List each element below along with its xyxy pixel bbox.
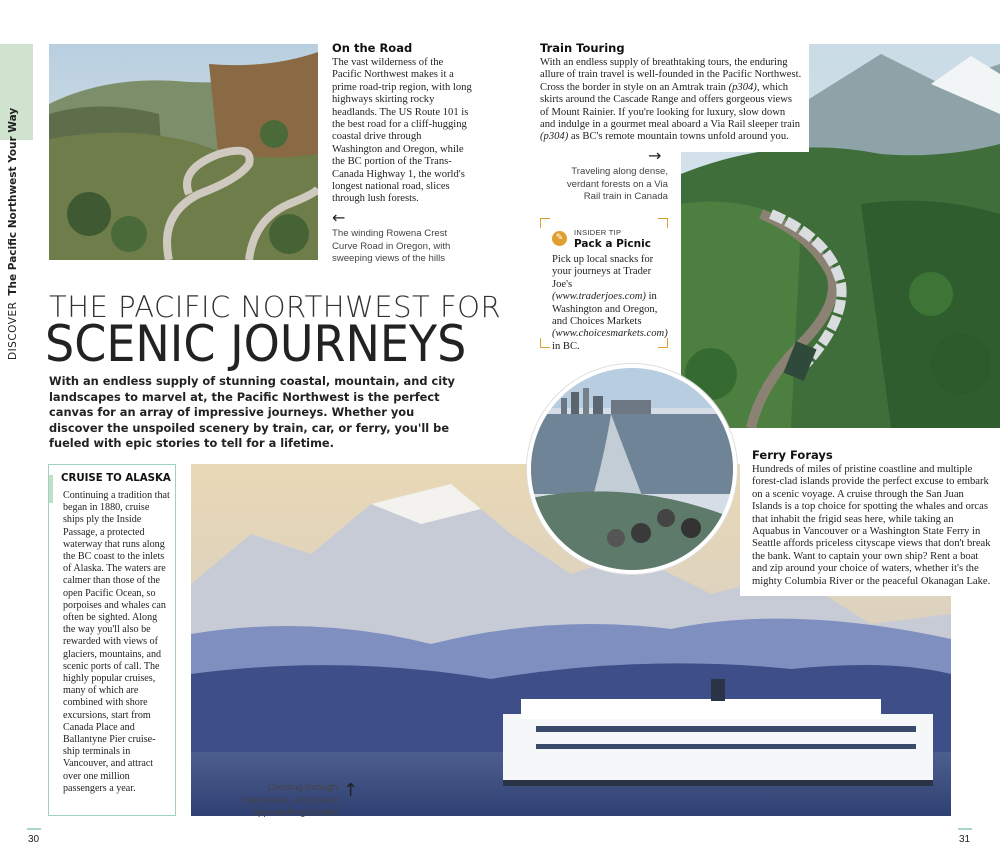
tip-link: (www.traderjoes.com) [552, 291, 646, 303]
on-the-road-section [332, 41, 472, 206]
page-number-rule [27, 828, 41, 830]
arrow-right-icon: → [648, 146, 662, 165]
on-the-road-heading: On the Road [332, 41, 413, 55]
road-photo-caption: The winding Rowena Crest Curve Road in Oregon, with sweeping views of the hills [332, 228, 451, 264]
train-touring-body: With an endless supply of breathtaking tours, the enduring allure of train travel is well-founded in the Pacific Northwest. Cross the border in style on an Amtrak train (p304), which skirts around the Cascade Range and offers gorgeous views of Mount Rainier. If you're looking for luxury, slow down and indulge in a gourmet meal aboard a Via Rail sleeper train (p304) as BC's remote mountain towns unfold around you. [540, 57, 802, 143]
cruise-box-title: CRUISE TO ALASKA [61, 473, 171, 484]
feature-title-line1: THE PACIFIC NORTHWEST FOR [49, 290, 502, 324]
side-section-title: The Pacific Northwest Your Way [7, 107, 19, 296]
side-category: DISCOVER [7, 301, 19, 360]
tip-link: (www.choicesmarkets.com) [552, 328, 668, 340]
feature-intro: With an endless supply of stunning coastal, mountain, and city landscapes to marvel at, the Pacific Northwest is the perfect canvas for an array of impressive journeys. Whether you discover the unspoiled scenery by train, car, or ferry, you'll be fueled with epic stories to tell for a lifetime. [49, 374, 455, 451]
page-ref: (p304) [540, 131, 569, 143]
train-touring-section [533, 37, 809, 152]
insider-tip-kicker: INSIDER TIP [574, 228, 622, 237]
insider-tip-title: Pack a Picnic [574, 238, 651, 250]
arrow-left-icon: ← [332, 208, 346, 227]
ferry-forays-heading: Ferry Forays [752, 448, 833, 462]
photo-rowena-crest-road [49, 44, 318, 260]
sidebar-accent-bar [49, 475, 53, 503]
insider-tip-body: Pick up local snacks for your journeys at Trader Joe's (www.traderjoes.com) in Washington and Oregon, and Choices Markets (www.choicesmarkets.com) in BC. [552, 254, 668, 352]
feature-title-line2: SCENIC JOURNEYS [45, 315, 467, 373]
cruise-box-body: Continuing a tradition that began in 1880, cruise ships ply the Inside Passage, a protected waterway that runs along the BC coast to the inlets of Alaska. The waters are calmer than those of the open Pacific Ocean, so porpoises and whales can often be sighted. Along the way you'll also be rewarded with views of glaciers, mountains, and scenic ports of call. The highly popular cruises, many of which are combined with shore excursions, start from Canada Place and Ballantyne Pier cruise-ship terminals in Vancouver, and attract over one million passengers a year. [63, 490, 170, 794]
ferry-photo-caption: Cruising through Vancouver, and (inset) approaching Seattle [242, 782, 338, 818]
train-touring-heading: Train Touring [540, 41, 625, 55]
photo-inset-seattle-ferry [527, 364, 737, 574]
page-number-right: 31 [959, 834, 971, 845]
page-ref: (p304) [728, 81, 757, 93]
page-number-rule [958, 828, 972, 830]
ferry-forays-body: Hundreds of miles of pristine coastline and multiple forest-clad islands provide the perfect excuse to embark on a scenic voyage. A cruise through the San Juan Islands is a top choice for spotting the whales and orcas that inhabit the frigid seas here, while taking an Aquabus in Vancouver or a Washington State Ferry in Seattle affords priceless cityscape views that don't break the bank. Want to captain your own ship? Rent a boat and zip around your choice of waters, whether it's the mighty Columbia River or the peaceful Okanagan Lake. [752, 464, 991, 587]
arrow-up-icon: ↑ [343, 780, 359, 801]
train-photo-caption: Traveling along dense, verdant forests on a Via Rail train in Canada [566, 166, 668, 202]
insider-tip-box [540, 218, 668, 352]
section-side-label [7, 108, 19, 360]
page-number-left: 30 [28, 834, 40, 845]
cruise-to-alaska-box [48, 464, 176, 816]
ferry-forays-section [740, 441, 1000, 596]
speech-bubble-icon: ✎ [552, 231, 567, 246]
on-the-road-body: The vast wilderness of the Pacific Northwest makes it a prime road-trip region, with long highways skirting rocky headlands. The US Route 101 is the best road for a cliff-hugging coastal drive through Washington and Oregon, while the BC portion of the Trans-Canada Highway 1, the world's longest national road, slices through lush forests. [332, 57, 472, 205]
